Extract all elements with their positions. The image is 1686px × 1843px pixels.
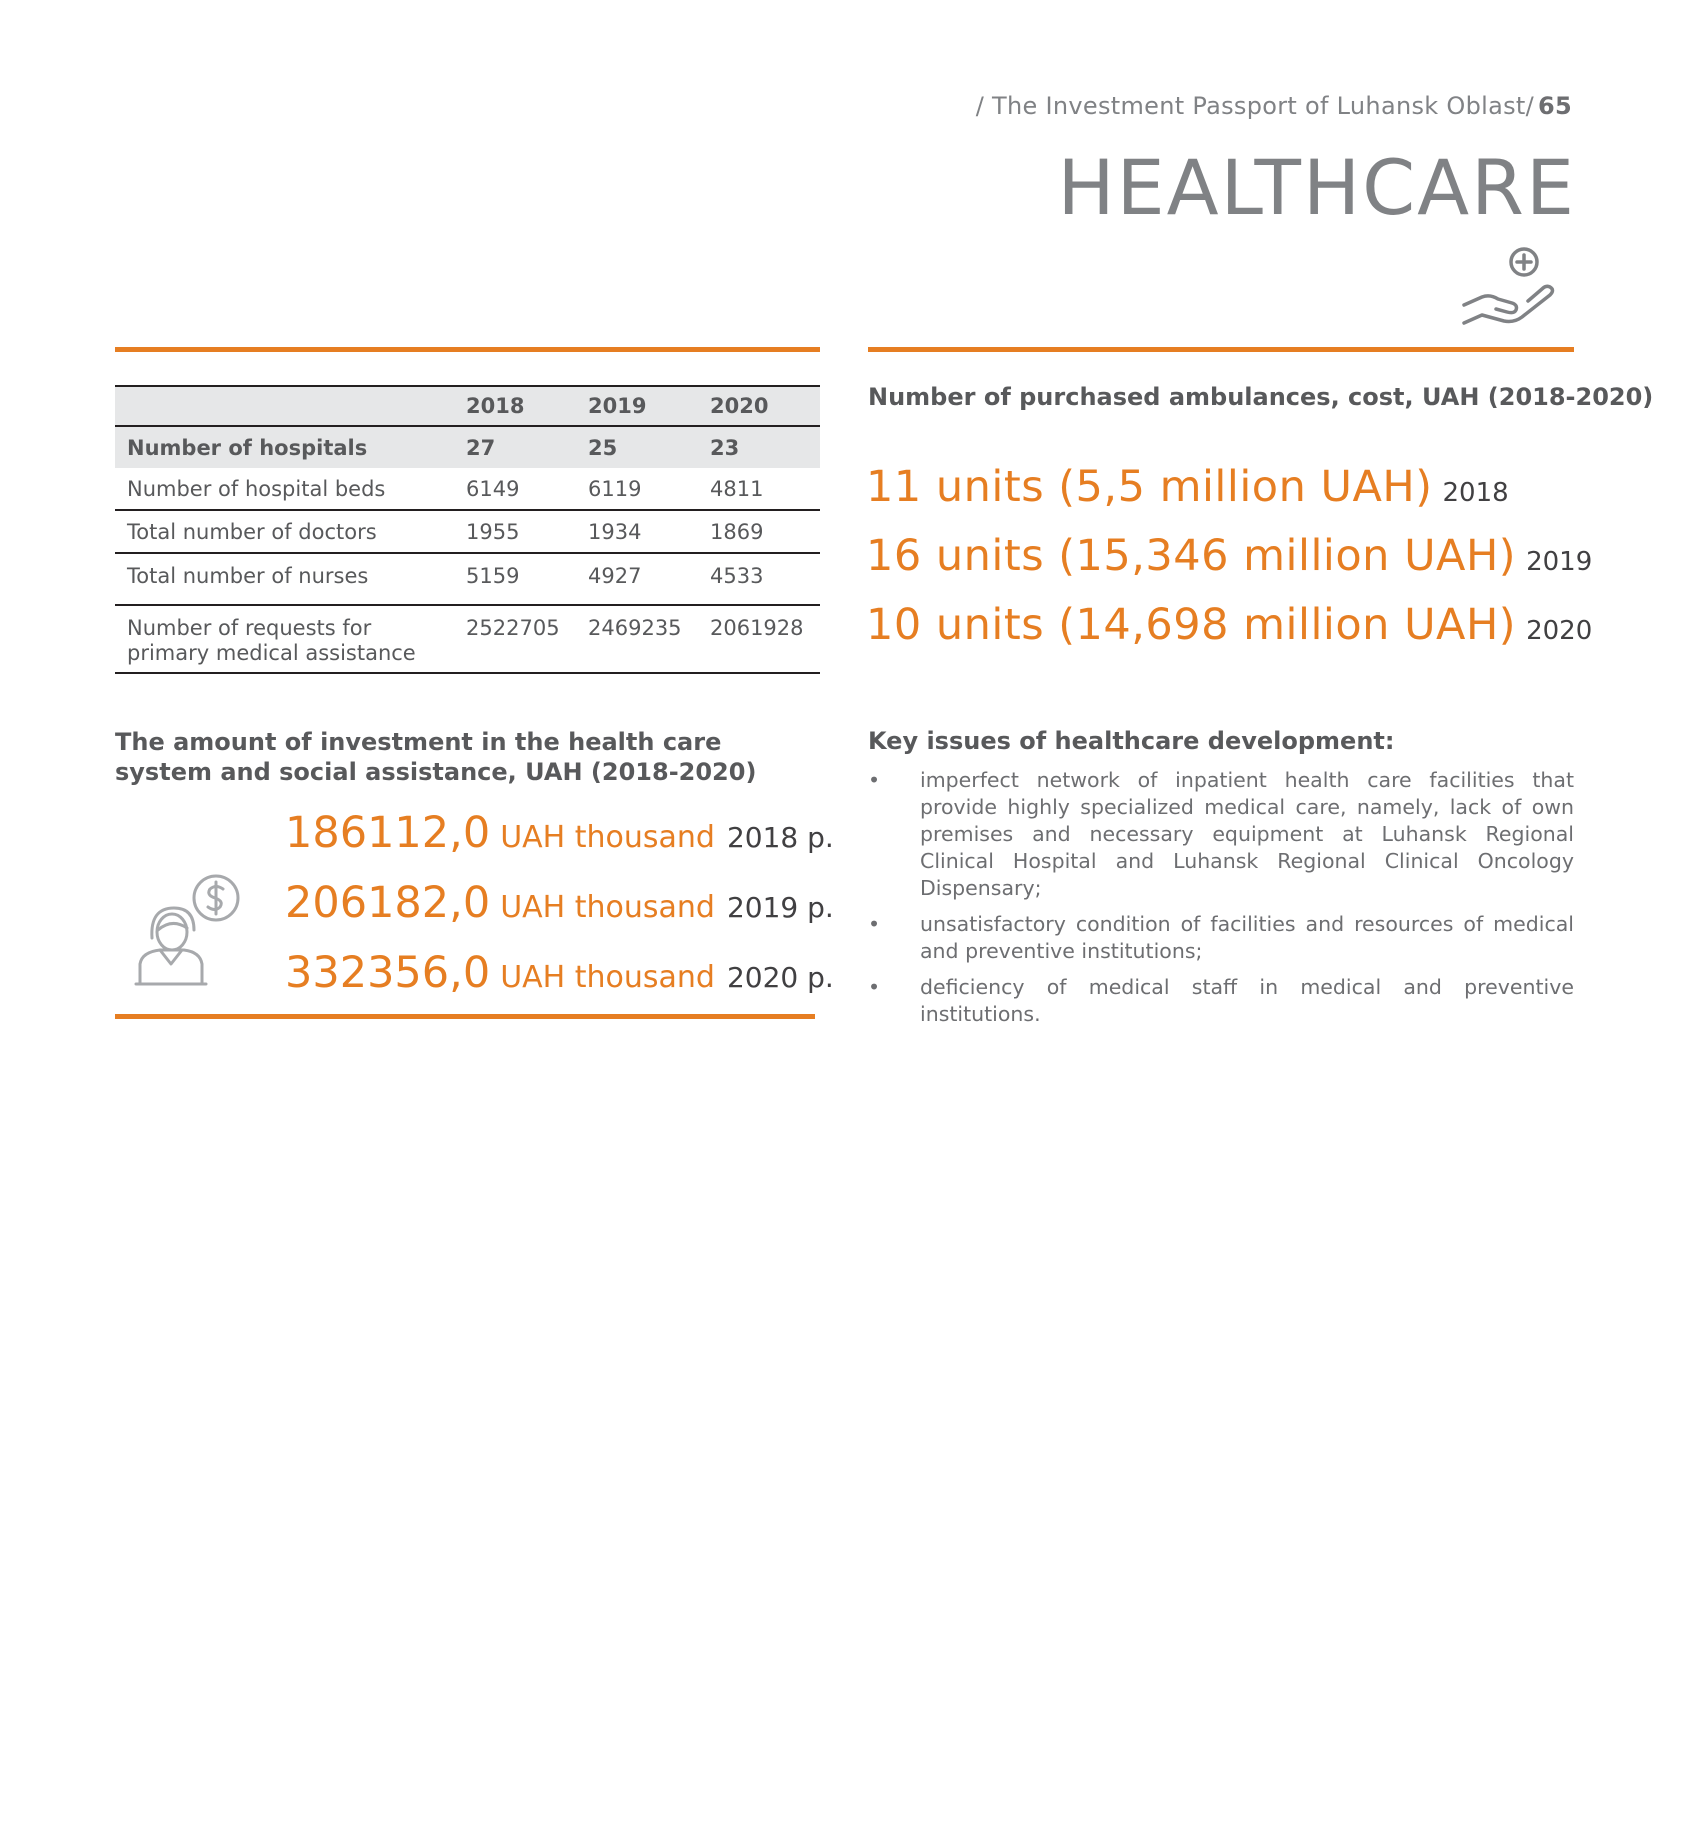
table-cell: 1869	[698, 510, 820, 553]
key-issues-list	[868, 767, 1574, 1037]
investment-year: 2018 p.	[726, 821, 834, 854]
table-cell: 2522705	[454, 605, 576, 673]
table-cell: 25	[588, 436, 618, 460]
key-issues-title: Key issues of healthcare development:	[868, 727, 1395, 755]
table-header-cell: 2018	[466, 394, 525, 418]
row-label: Number of hospital beds	[115, 468, 454, 510]
investment-item	[285, 948, 834, 1018]
table-header-row	[115, 386, 820, 426]
ambulance-item	[866, 462, 1592, 531]
table-cell: 2061928	[698, 605, 820, 673]
investment-list	[285, 808, 834, 1018]
table-cell: 1955	[454, 510, 576, 553]
investment-year: 2019 p.	[726, 891, 834, 924]
investment-unit: UAH thousand	[500, 820, 715, 855]
table-row	[115, 605, 820, 673]
investment-year: 2020 p.	[726, 961, 834, 994]
bullet-icon: •	[868, 975, 881, 999]
investment-item	[285, 808, 834, 878]
table-cell: 5159	[454, 553, 576, 605]
table-cell: 6119	[576, 468, 698, 510]
table-header-cell	[115, 386, 454, 426]
ambulance-item	[866, 531, 1592, 600]
investment-amount: 186112,0	[285, 808, 491, 858]
right-top-rule	[868, 347, 1574, 352]
page-number: 65	[1538, 92, 1572, 120]
ambulance-year: 2019	[1526, 547, 1593, 577]
investment-amount: 206182,0	[285, 878, 491, 928]
issue-text: imperfect network of inpatient health care facilities that provide highly specialized medical care, namely, lack of own premises and necessary equipment at Luhansk Regional Clinical Hospital and Luhansk Regional Clinical Oncology Dispensary;	[920, 768, 1574, 900]
issue-text: deficiency of medical staff in medical and preventive institutions.	[920, 975, 1574, 1026]
table-cell: 4533	[698, 553, 820, 605]
table-header-cell: 2019	[588, 394, 647, 418]
table-cell: 6149	[454, 468, 576, 510]
ambulance-units: 16 units (15,346 million UAH)	[866, 531, 1517, 581]
ambulance-year: 2020	[1526, 616, 1593, 646]
ambulance-item	[866, 600, 1592, 669]
table-row	[115, 426, 820, 468]
ambulance-units: 11 units (5,5 million UAH)	[866, 462, 1433, 512]
bullet-icon: •	[868, 912, 881, 936]
table-row	[115, 553, 820, 605]
row-label: Number of hospitals	[127, 436, 368, 460]
row-label: Total number of doctors	[115, 510, 454, 553]
list-item	[868, 974, 1574, 1028]
healthcare-stats-table	[115, 385, 820, 674]
person-with-money-icon	[132, 868, 244, 988]
investment-unit: UAH thousand	[500, 890, 715, 925]
ambulance-units: 10 units (14,698 million UAH)	[866, 600, 1517, 650]
running-header	[976, 92, 1572, 120]
hand-with-medical-cross-icon	[1460, 245, 1560, 330]
running-title: / The Investment Passport of Luhansk Oblast/	[975, 92, 1534, 120]
table-header-cell: 2020	[709, 394, 769, 418]
table-row	[115, 468, 820, 510]
table-row	[115, 510, 820, 553]
bullet-icon: •	[868, 768, 881, 792]
issue-text: unsatisfactory condition of facilities and resources of medical and preventive institutions;	[920, 912, 1574, 963]
section-title: HEALTHCARE	[1057, 143, 1576, 232]
ambulances-list	[866, 462, 1592, 669]
table-cell: 4811	[698, 468, 820, 510]
list-item	[868, 911, 1574, 965]
row-label: Total number of nurses	[115, 553, 454, 605]
table-cell: 1934	[576, 510, 698, 553]
investment-amount: 332356,0	[285, 948, 491, 998]
investment-unit: UAH thousand	[500, 960, 715, 995]
table-cell: 4927	[576, 553, 698, 605]
ambulance-year: 2018	[1442, 478, 1509, 508]
investment-item	[285, 878, 834, 948]
table-cell: 2469235	[576, 605, 698, 673]
row-label: Number of requests for primary medical assistance	[115, 605, 454, 673]
list-item	[868, 767, 1574, 902]
left-top-rule	[115, 347, 820, 352]
table-cell: 23	[709, 436, 740, 460]
investment-subtitle: The amount of investment in the health care system and social assistance, UAH (2018-2020)	[115, 728, 757, 786]
ambulances-subtitle: Number of purchased ambulances, cost, UAH (2018-2020)	[868, 383, 1654, 411]
table-cell: 27	[466, 436, 496, 460]
